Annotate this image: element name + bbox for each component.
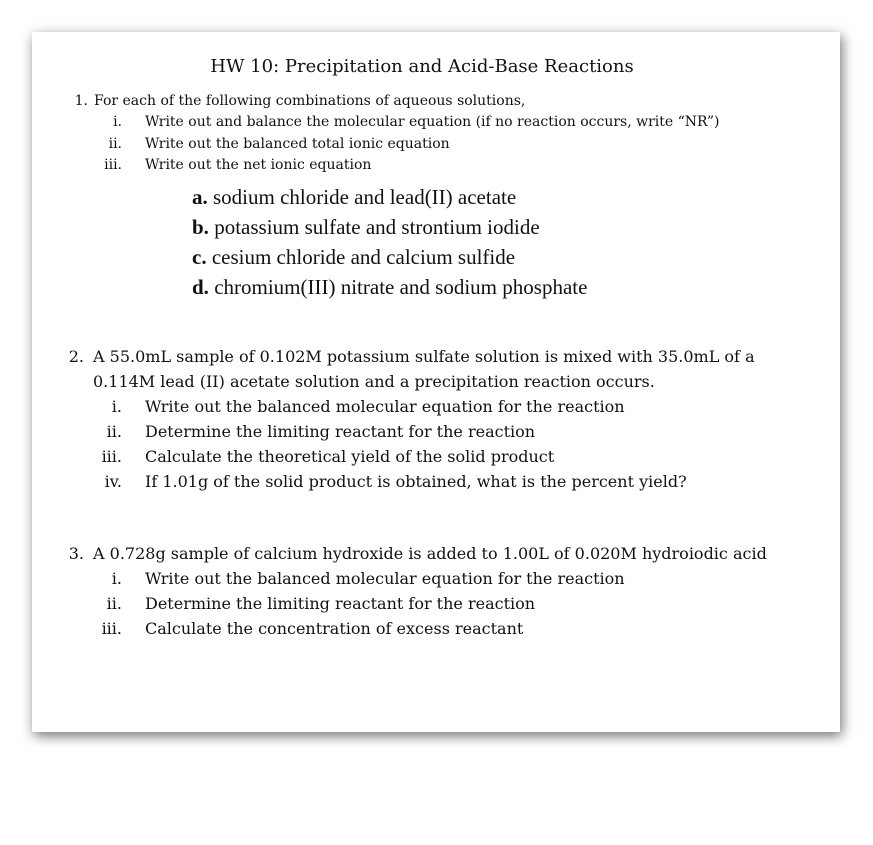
part-label: iii. [101, 447, 122, 466]
part-text: Determine the limiting reactant for the reaction [145, 422, 536, 441]
part-label: i. [111, 569, 122, 588]
question-number: 1. [74, 93, 88, 109]
part-text: Determine the limiting reactant for the reaction [145, 594, 536, 613]
part-text: Write out the balanced total ionic equation [145, 136, 450, 152]
part-label: ii. [106, 422, 122, 441]
page-title: HW 10: Precipitation and Acid-Base Reactions [210, 56, 634, 77]
question-number: 3. [68, 544, 84, 563]
part-text: Write out the net ionic equation [145, 157, 372, 173]
part-text: Calculate the concentration of excess reactant [145, 619, 524, 638]
combination-c [192, 245, 515, 270]
part-label: ii. [108, 136, 122, 152]
combination-text: sodium chloride and lead(II) acetate [213, 185, 517, 209]
question-text: A 0.728g sample of calcium hydroxide is added to 1.00L of 0.020M hydroiodic acid [93, 544, 767, 563]
combination-label: c. [192, 245, 207, 269]
homework-page [32, 32, 840, 732]
part-label: iii. [101, 619, 122, 638]
combination-text: potassium sulfate and strontium iodide [214, 215, 540, 239]
part-label: iv. [104, 472, 122, 491]
question-text-line1: A 55.0mL sample of 0.102M potassium sulfate solution is mixed with 35.0mL of a [93, 347, 755, 366]
combination-label: a. [192, 185, 208, 209]
part-label: ii. [106, 594, 122, 613]
part-text: Write out and balance the molecular equation (if no reaction occurs, write “NR”) [145, 114, 720, 130]
combination-text: chromium(III) nitrate and sodium phosphate [214, 275, 588, 299]
combination-label: d. [192, 275, 209, 299]
combination-b [192, 215, 540, 240]
part-text: Write out the balanced molecular equation for the reaction [145, 569, 625, 588]
combination-a [192, 185, 516, 210]
part-text: Write out the balanced molecular equation for the reaction [145, 397, 625, 416]
question-text: For each of the following combinations of aqueous solutions, [94, 93, 526, 109]
part-label: i. [111, 397, 122, 416]
part-text: Calculate the theoretical yield of the solid product [145, 447, 555, 466]
question-number: 2. [68, 347, 84, 366]
combination-text: cesium chloride and calcium sulfide [211, 245, 516, 269]
part-label: iii. [104, 157, 122, 173]
part-text: If 1.01g of the solid product is obtained, what is the percent yield? [145, 472, 687, 491]
question-text-line2: 0.114M lead (II) acetate solution and a precipitation reaction occurs. [93, 372, 655, 391]
part-label: i. [113, 114, 122, 130]
combination-label: b. [192, 215, 209, 239]
combination-d [192, 275, 587, 300]
